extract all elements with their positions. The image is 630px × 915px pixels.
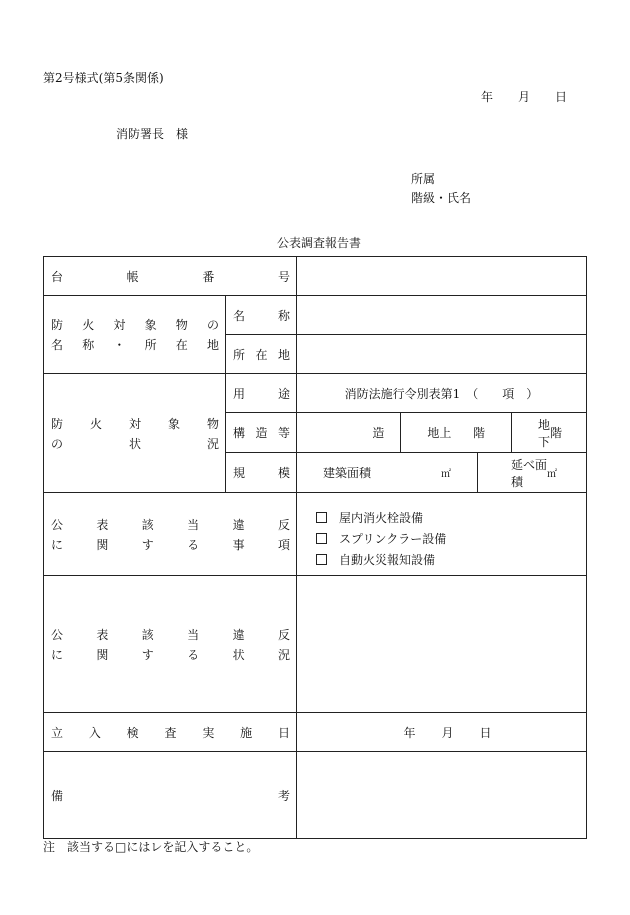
label-char: 違 bbox=[232, 627, 245, 642]
violation-items-value-cell bbox=[297, 493, 587, 576]
check-item-label: 屋内消火栓設備 bbox=[339, 511, 424, 525]
remarks-label-cell bbox=[44, 752, 297, 839]
structure-label-cell bbox=[226, 413, 297, 453]
label-char: 事 bbox=[232, 537, 245, 552]
label-char: 備 bbox=[51, 788, 64, 803]
label-char: 況 bbox=[277, 647, 290, 662]
label-char: 所 bbox=[144, 338, 157, 352]
scale-value-cell bbox=[297, 453, 587, 493]
violation-status-label-cell bbox=[44, 576, 297, 713]
label-char: 物 bbox=[206, 416, 219, 431]
label-char: 表 bbox=[96, 517, 109, 532]
violation-items-row bbox=[44, 493, 587, 576]
label-char: 該 bbox=[141, 627, 154, 642]
inspection-month-label: 月 bbox=[441, 725, 454, 740]
violation-items-label-cell bbox=[44, 493, 297, 576]
label-char: 地 bbox=[277, 347, 290, 362]
label-char: 模 bbox=[277, 466, 290, 480]
name-label-cell bbox=[226, 296, 297, 335]
ledger-number-row bbox=[44, 257, 587, 296]
label-char: に bbox=[51, 647, 64, 662]
label-char: 況 bbox=[206, 436, 219, 451]
label-char: 防 bbox=[51, 416, 64, 431]
use-value-text: 消防法施行令別表第1 （ 項 ） bbox=[344, 386, 539, 401]
location-value-cell[interactable] bbox=[297, 335, 587, 374]
label-char: 称 bbox=[82, 338, 95, 352]
structure-kind-text: 造 bbox=[372, 426, 385, 440]
label-char: 施 bbox=[240, 725, 253, 740]
label-char: る bbox=[187, 537, 200, 552]
use-row bbox=[44, 374, 587, 413]
floor-unit-label: 階 bbox=[472, 426, 485, 440]
label-char: 実 bbox=[202, 725, 215, 740]
label-char: 反 bbox=[277, 627, 290, 642]
date-year-label: 年 bbox=[481, 90, 494, 104]
ledger-char: 号 bbox=[277, 269, 290, 284]
check-item-sprinkler[interactable] bbox=[316, 530, 586, 547]
area-unit-label: ㎡ bbox=[547, 469, 557, 480]
above-ground-label: 地上 bbox=[427, 426, 452, 440]
label-char: 当 bbox=[187, 517, 200, 532]
label-char: す bbox=[141, 647, 154, 662]
label-char: 物 bbox=[175, 318, 188, 332]
label-char: 規 bbox=[233, 466, 246, 480]
label-char: の bbox=[206, 318, 219, 332]
check-item-fire-alarm[interactable] bbox=[316, 551, 586, 568]
label-char: 象 bbox=[144, 318, 157, 332]
label-char: 地 bbox=[206, 338, 219, 352]
footer-note: 注 該当する□にはレを記入すること。 bbox=[43, 840, 259, 854]
label-char: 象 bbox=[167, 416, 180, 431]
label-char: 名 bbox=[51, 338, 64, 352]
structure-value-cell bbox=[297, 413, 587, 453]
label-char: に bbox=[51, 537, 64, 552]
object-name-row bbox=[44, 296, 587, 335]
document-title: 公表調査報告書 bbox=[277, 236, 362, 250]
check-item-indoor-hydrant[interactable] bbox=[316, 509, 586, 526]
affiliation-label: 所属 bbox=[411, 172, 436, 186]
violation-status-value-cell[interactable] bbox=[297, 576, 587, 713]
below-ground-cell[interactable] bbox=[512, 413, 586, 452]
scale-label-cell bbox=[226, 453, 297, 493]
label-char: 名 bbox=[233, 308, 246, 323]
label-char: 所 bbox=[233, 347, 246, 362]
ledger-number-value-cell[interactable] bbox=[297, 257, 587, 296]
label-char: 違 bbox=[232, 517, 245, 532]
below-ground-label: 地下 bbox=[537, 417, 550, 449]
label-char: 状 bbox=[232, 647, 245, 662]
label-char: す bbox=[141, 537, 154, 552]
label-char: 関 bbox=[96, 647, 109, 662]
area-unit-label: ㎡ bbox=[441, 469, 451, 480]
use-label-cell bbox=[226, 374, 297, 413]
label-char: 等 bbox=[277, 426, 290, 440]
inspection-year-label: 年 bbox=[403, 725, 416, 740]
label-char: 火 bbox=[82, 318, 95, 332]
check-item-label: スプリンクラー設備 bbox=[339, 532, 447, 546]
date-day-label: 日 bbox=[555, 90, 568, 104]
ledger-char: 台 bbox=[51, 269, 64, 284]
addressee-label: 消防署長 様 bbox=[116, 127, 189, 141]
label-char: 表 bbox=[96, 627, 109, 642]
label-char: る bbox=[187, 647, 200, 662]
label-char: 構 bbox=[233, 426, 246, 440]
checkbox-fire-alarm[interactable] bbox=[316, 554, 327, 565]
label-char: 防 bbox=[51, 318, 64, 332]
building-area-cell[interactable] bbox=[297, 453, 478, 492]
location-label-cell bbox=[226, 335, 297, 374]
label-char: 公 bbox=[51, 517, 64, 532]
label-char: 対 bbox=[128, 416, 141, 431]
label-char: 在 bbox=[175, 338, 188, 352]
label-char: 立 bbox=[51, 725, 64, 740]
date-month-label: 月 bbox=[518, 90, 531, 104]
remarks-row bbox=[44, 752, 587, 839]
checkbox-sprinkler[interactable] bbox=[316, 533, 327, 544]
structure-kind-cell[interactable] bbox=[297, 413, 401, 452]
inspection-date-label-cell bbox=[44, 713, 297, 752]
label-char: 造 bbox=[255, 426, 268, 440]
ledger-char: 帳 bbox=[126, 269, 139, 284]
use-value-cell[interactable] bbox=[297, 374, 587, 413]
label-char: 途 bbox=[277, 386, 290, 401]
inspection-date-value-cell[interactable] bbox=[297, 713, 587, 752]
above-ground-cell[interactable] bbox=[401, 413, 512, 452]
object-status-label-cell bbox=[44, 374, 226, 493]
check-item-label: 自動火災報知設備 bbox=[339, 553, 436, 567]
inspection-date-row bbox=[44, 713, 587, 752]
label-char: ・ bbox=[113, 338, 126, 352]
label-char: 反 bbox=[277, 517, 290, 532]
total-floor-area-cell[interactable] bbox=[478, 453, 586, 492]
object-name-location-label-cell bbox=[44, 296, 226, 374]
label-char: 対 bbox=[113, 318, 126, 332]
name-value-cell[interactable] bbox=[297, 296, 587, 335]
label-char: 在 bbox=[255, 347, 268, 362]
label-char: 査 bbox=[164, 725, 177, 740]
label-char: 用 bbox=[233, 386, 246, 401]
label-char: 項 bbox=[277, 537, 290, 552]
remarks-value-cell[interactable] bbox=[297, 752, 587, 839]
label-char: 称 bbox=[277, 308, 290, 323]
label-char: 関 bbox=[96, 537, 109, 552]
label-char: 日 bbox=[277, 725, 290, 740]
rank-name-label: 階級・氏名 bbox=[411, 191, 472, 205]
inspection-day-label: 日 bbox=[479, 725, 492, 740]
ledger-char: 番 bbox=[202, 269, 215, 284]
building-area-label: 建築面積 bbox=[323, 466, 372, 480]
report-form-table bbox=[43, 256, 587, 839]
label-char: 当 bbox=[187, 627, 200, 642]
label-char: 該 bbox=[141, 517, 154, 532]
form-number-label: 第2号様式(第5条関係) bbox=[43, 71, 164, 85]
label-char: 火 bbox=[89, 416, 102, 431]
label-char: 入 bbox=[88, 725, 101, 740]
label-char: 検 bbox=[126, 725, 139, 740]
label-char: 考 bbox=[277, 788, 290, 803]
label-char: の bbox=[51, 436, 64, 451]
checkbox-indoor-hydrant[interactable] bbox=[316, 512, 327, 523]
total-floor-area-label: 延べ面積 bbox=[511, 457, 548, 489]
label-char: 公 bbox=[51, 627, 64, 642]
floor-unit-label: 階 bbox=[549, 426, 562, 440]
label-char: 状 bbox=[128, 436, 141, 451]
violation-status-row bbox=[44, 576, 587, 713]
ledger-number-label-cell bbox=[44, 257, 297, 296]
